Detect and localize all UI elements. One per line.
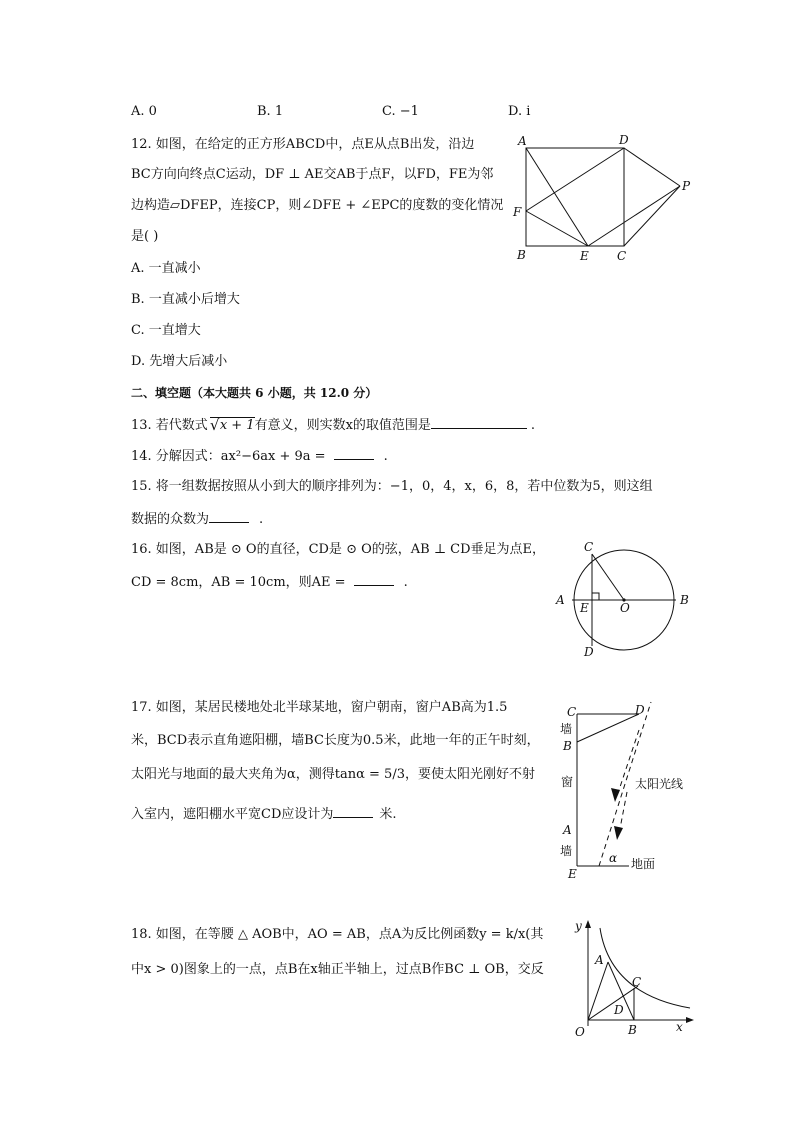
q11-option-a: A. 0	[131, 104, 157, 119]
q16-label-c: C	[584, 540, 594, 554]
q18-label-a: A	[595, 953, 604, 967]
q16-line-2	[131, 571, 408, 593]
q11-option-b: B. 1	[257, 104, 284, 119]
q18-label-o: O	[575, 1025, 585, 1039]
q16-line-1: 16. 如图，AB是 ⊙ O的直径，CD是 ⊙ O的弦，AB ⊥ CD垂足为点E，	[131, 542, 546, 557]
q16-line-2-text: CD = 8cm，AB = 10cm，则AE =	[131, 575, 346, 590]
q17-line-3: 太阳光与地面的最大夹角为α，测得tanα = 5/3，要使太阳光刚好不射	[131, 767, 535, 782]
q15-line-2	[131, 508, 263, 530]
q17-label-alpha: α	[609, 851, 618, 865]
q13-pre: 13. 若代数式	[131, 418, 208, 433]
q16-answer-blank[interactable]	[354, 571, 394, 586]
q14-pre: 14. 分解因式：ax²−6ax + 9a =	[131, 449, 326, 464]
q16-label-b: B	[680, 593, 689, 607]
q12-line-2: BC方向向终点C运动，DF ⊥ AE交AB于点F，以FD，FE为邻	[131, 167, 494, 182]
q12-label-f: F	[513, 205, 522, 219]
q16-label-a: A	[556, 593, 565, 607]
q12-line-1: 12. 如图，在给定的正方形ABCD中，点E从点B出发，沿边	[131, 137, 475, 152]
q18-figure	[566, 914, 696, 1042]
q17-label-wall-top: 墙	[560, 722, 573, 736]
q17-figure	[555, 700, 705, 882]
q16-end: .	[403, 575, 408, 590]
q16-label-e: E	[580, 601, 589, 615]
q16-label-d: D	[584, 645, 594, 659]
q17-label-ground: 地面	[631, 857, 656, 871]
q13-post: 有意义，则实数x的取值范围是	[254, 418, 431, 433]
q15-answer-blank[interactable]	[209, 508, 249, 523]
q12-label-b: B	[517, 248, 526, 262]
q17-label-b: B	[563, 739, 572, 753]
q18-label-x: x	[676, 1020, 683, 1034]
q15-end: .	[259, 512, 264, 527]
q12-line-4: 是( )	[131, 229, 159, 244]
q17-answer-blank[interactable]	[333, 803, 373, 818]
q12-option-a: A. 一直减小	[131, 261, 201, 276]
q17-end: 米.	[379, 807, 397, 822]
q12-line-3: 边构造▱DFEP，连接CP，则∠DFE + ∠EPC的度数的变化情况	[131, 198, 504, 213]
q12-label-p: P	[682, 179, 691, 193]
q12-label-a: A	[518, 134, 527, 148]
q13	[131, 414, 535, 436]
q13-sqrt: √ x + 1	[209, 416, 255, 434]
q17-line-4-text: 入室内，遮阳棚水平宽CD应设计为	[131, 807, 334, 822]
q12-option-b: B. 一直减小后增大	[131, 292, 240, 307]
q15-line-1: 15. 将一组数据按照从小到大的顺序排列为：−1，0，4，x，6，8，若中位数为5，则这组	[131, 479, 653, 494]
q17-label-window: 窗	[561, 775, 574, 789]
q12-option-d: D. 先增大后减小	[131, 354, 228, 369]
q12-option-c: C. 一直增大	[131, 323, 201, 338]
q17-label-a: A	[563, 823, 572, 837]
q17-label-sunlight: 太阳光线	[635, 777, 684, 791]
q14-answer-blank[interactable]	[334, 445, 374, 460]
q18-line-1: 18. 如图，在等腰 △ AOB中，AO = AB，点A为反比例函数y = k/x(其	[131, 927, 544, 942]
q17-label-c: C	[567, 705, 577, 719]
q13-answer-blank[interactable]	[431, 414, 527, 429]
q12-label-d: D	[619, 133, 629, 147]
q18-label-d: D	[614, 1003, 624, 1017]
section-2-heading: 二、填空题（本大题共 6 小题，共 12.0 分）	[131, 386, 378, 400]
q17-label-d: D	[635, 703, 645, 717]
q17-label-wall-bottom: 墙	[560, 844, 573, 858]
q18-line-2: 中x > 0)图象上的一点，点B在x轴正半轴上，过点B作BC ⊥ OB，交反	[131, 962, 544, 977]
q11-option-c: C. −1	[382, 104, 419, 119]
q16-label-o: O	[620, 601, 630, 615]
q13-radicand: x + 1	[219, 418, 255, 433]
q17-label-e: E	[568, 867, 577, 881]
q13-end: .	[530, 418, 536, 433]
q15-line-2-text: 数据的众数为	[131, 512, 210, 527]
q18-label-y: y	[575, 919, 582, 933]
q16-figure	[550, 538, 700, 662]
q12-label-c: C	[617, 249, 627, 263]
q12-figure	[508, 132, 698, 264]
q12-label-e: E	[580, 249, 589, 263]
q17-line-1: 17. 如图，某居民楼地处北半球某地，窗户朝南，窗户AB高为1.5	[131, 700, 508, 715]
q18-label-b: B	[628, 1023, 637, 1037]
q11-option-d: D. i	[508, 104, 531, 119]
q17-line-4	[131, 803, 397, 825]
q17-line-2: 米，BCD表示直角遮阳棚，墙BC长度为0.5米，此地一年的正午时刻，	[131, 733, 540, 748]
q14	[131, 445, 388, 467]
q18-label-c: C	[632, 975, 642, 989]
q14-end: .	[383, 449, 388, 464]
